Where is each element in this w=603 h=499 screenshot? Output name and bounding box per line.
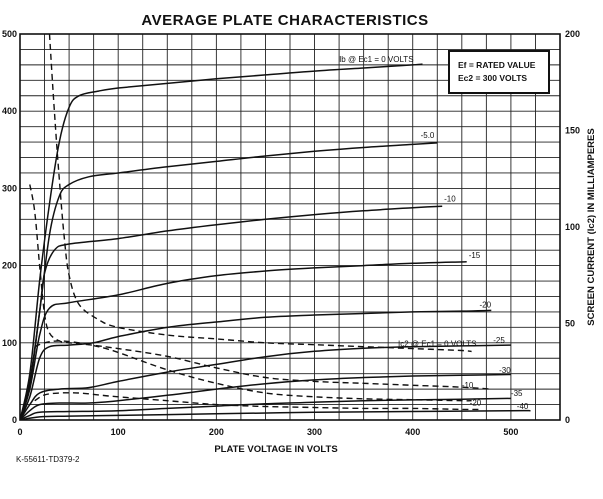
x-tick-label: 400 [405, 427, 421, 437]
y2-tick-label: 200 [565, 29, 581, 39]
screen-current-curve [50, 34, 472, 352]
curve-label: Ib @ Ec1 = 0 VOLTS [339, 54, 414, 64]
curve-labels [339, 55, 529, 411]
legend-line-2: Ec2 = 300 VOLTS [458, 73, 528, 83]
right-axis-ticks [565, 29, 580, 425]
curve-label: -15 [468, 250, 481, 260]
x-tick-label: 300 [307, 427, 323, 437]
y-tick-label: 100 [1, 337, 17, 348]
right-axis-title: SCREEN CURRENT (Ic2) IN MILLIAMPERES [586, 128, 597, 326]
curve-label: -35 [510, 389, 523, 399]
x-tick-label: 0 [17, 427, 23, 437]
x-tick-label: 500 [503, 427, 519, 437]
curve-label: -20 [469, 398, 482, 408]
y2-tick-label: 50 [565, 318, 576, 329]
plate-current-curve [20, 411, 531, 420]
x-tick-label: 100 [110, 427, 126, 437]
y-tick-label: 500 [1, 29, 17, 39]
x-axis-ticks [17, 427, 518, 437]
plate-curves [20, 64, 531, 420]
x-axis-title: PLATE VOLTAGE IN VOLTS [214, 444, 338, 455]
screen-current-curve [35, 341, 472, 401]
y2-tick-label: 150 [565, 125, 581, 136]
figure-footnote: K-55611-TD379-2 [16, 455, 80, 464]
curve-label: -10 [444, 194, 456, 204]
curve-label: Ic2 @ Ec1 = 0 VOLTS [398, 339, 477, 349]
curve-label: -20 [479, 300, 492, 310]
curve-label: -5.0 [420, 131, 435, 141]
legend-line-1: Ef = RATED VALUE [458, 60, 536, 70]
left-axis-ticks [2, 29, 17, 425]
y-tick-label: 0 [11, 415, 17, 425]
legend-box [449, 51, 549, 93]
y2-tick-label: 0 [565, 415, 571, 425]
curve-label: -10 [461, 381, 474, 391]
y-tick-label: 400 [1, 106, 17, 117]
y-tick-label: 300 [1, 183, 17, 194]
screen-current-curve [35, 393, 482, 410]
curve-label: -25 [493, 335, 505, 345]
chart-title: AVERAGE PLATE CHARACTERISTICS [141, 12, 429, 29]
y2-tick-label: 100 [565, 222, 581, 232]
x-tick-label: 200 [208, 427, 224, 437]
curve-label: -40 [516, 402, 529, 412]
curve-label: -30 [499, 365, 511, 375]
y-tick-label: 200 [1, 260, 17, 271]
legend [449, 51, 549, 93]
